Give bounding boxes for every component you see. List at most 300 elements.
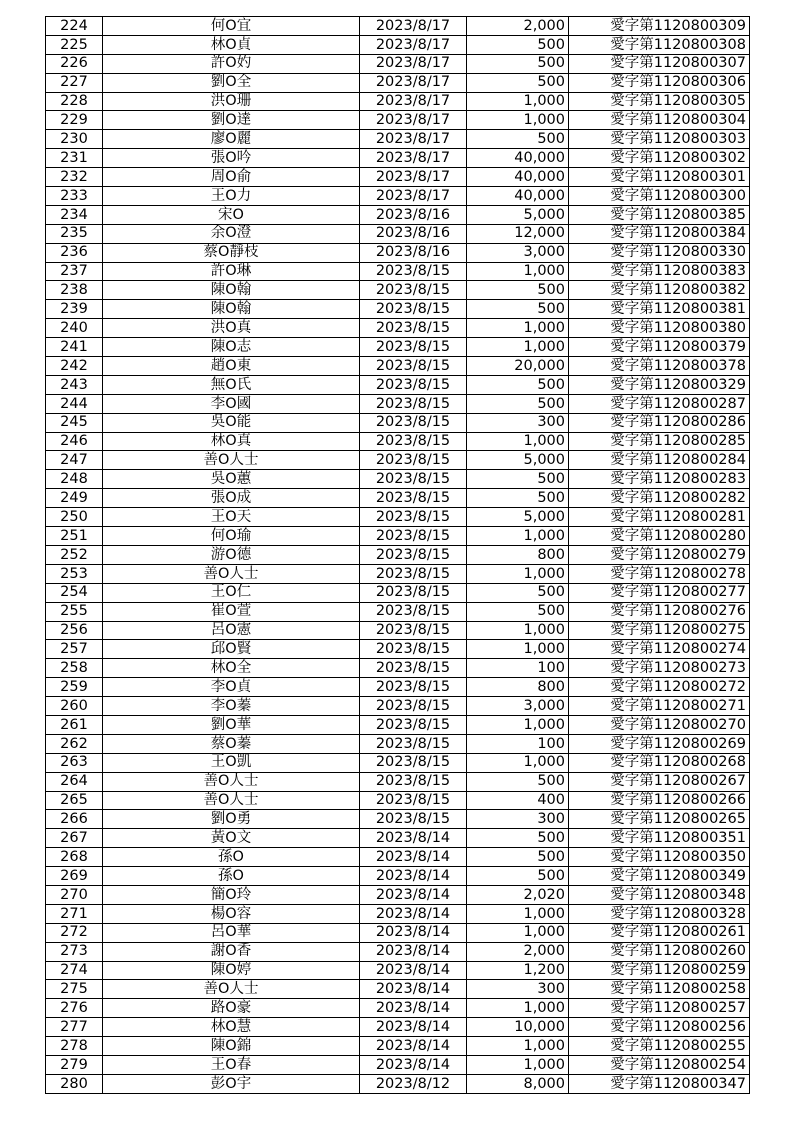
row-number: 264 xyxy=(46,772,103,791)
receipt-number: 愛字第1120800380 xyxy=(569,319,750,338)
table-row xyxy=(46,149,750,168)
donation-date: 2023/8/15 xyxy=(360,432,467,451)
donation-date: 2023/8/15 xyxy=(360,508,467,527)
receipt-number: 愛字第1120800348 xyxy=(569,885,750,904)
donation-amount: 1,000 xyxy=(467,338,569,357)
receipt-number: 愛字第1120800259 xyxy=(569,961,750,980)
table-row xyxy=(46,470,750,489)
donation-amount: 300 xyxy=(467,980,569,999)
donation-amount: 8,000 xyxy=(467,1074,569,1093)
table-row xyxy=(46,848,750,867)
donor-name: 余O澄 xyxy=(103,224,360,243)
donation-date: 2023/8/17 xyxy=(360,54,467,73)
donor-name: 王O春 xyxy=(103,1055,360,1074)
row-number: 263 xyxy=(46,753,103,772)
row-number: 255 xyxy=(46,602,103,621)
donor-name: 楊O容 xyxy=(103,904,360,923)
table-row xyxy=(46,357,750,376)
donor-name: 何O瑜 xyxy=(103,527,360,546)
donation-date: 2023/8/17 xyxy=(360,149,467,168)
receipt-number: 愛字第1120800284 xyxy=(569,451,750,470)
donation-date: 2023/8/14 xyxy=(360,904,467,923)
receipt-number: 愛字第1120800301 xyxy=(569,168,750,187)
donation-date: 2023/8/14 xyxy=(360,999,467,1018)
table-row xyxy=(46,829,750,848)
row-number: 276 xyxy=(46,999,103,1018)
receipt-number: 愛字第1120800279 xyxy=(569,545,750,564)
table-row xyxy=(46,621,750,640)
row-number: 226 xyxy=(46,54,103,73)
receipt-number: 愛字第1120800329 xyxy=(569,375,750,394)
row-number: 256 xyxy=(46,621,103,640)
donation-date: 2023/8/15 xyxy=(360,545,467,564)
donation-date: 2023/8/15 xyxy=(360,583,467,602)
row-number: 238 xyxy=(46,281,103,300)
donation-amount: 1,000 xyxy=(467,92,569,111)
row-number: 246 xyxy=(46,432,103,451)
donation-date: 2023/8/15 xyxy=(360,470,467,489)
donor-name: 洪O真 xyxy=(103,319,360,338)
receipt-number: 愛字第1120800330 xyxy=(569,243,750,262)
donation-amount: 1,000 xyxy=(467,111,569,130)
row-number: 235 xyxy=(46,224,103,243)
row-number: 265 xyxy=(46,791,103,810)
table-row xyxy=(46,867,750,886)
receipt-number: 愛字第1120800350 xyxy=(569,848,750,867)
row-number: 224 xyxy=(46,17,103,36)
donor-name: 簡O玲 xyxy=(103,885,360,904)
receipt-number: 愛字第1120800347 xyxy=(569,1074,750,1093)
donation-amount: 500 xyxy=(467,394,569,413)
donor-name: 彭O宇 xyxy=(103,1074,360,1093)
row-number: 232 xyxy=(46,168,103,187)
table-row xyxy=(46,1074,750,1093)
donation-amount: 500 xyxy=(467,54,569,73)
donation-date: 2023/8/15 xyxy=(360,394,467,413)
receipt-number: 愛字第1120800255 xyxy=(569,1037,750,1056)
donation-amount: 20,000 xyxy=(467,357,569,376)
donation-amount: 1,000 xyxy=(467,564,569,583)
receipt-number: 愛字第1120800382 xyxy=(569,281,750,300)
donation-table xyxy=(45,16,750,1094)
donation-date: 2023/8/14 xyxy=(360,1037,467,1056)
row-number: 266 xyxy=(46,810,103,829)
row-number: 231 xyxy=(46,149,103,168)
table-row xyxy=(46,319,750,338)
table-row xyxy=(46,999,750,1018)
receipt-number: 愛字第1120800265 xyxy=(569,810,750,829)
table-row xyxy=(46,168,750,187)
table-row xyxy=(46,92,750,111)
donation-amount: 40,000 xyxy=(467,187,569,206)
table-row xyxy=(46,564,750,583)
donor-name: 宋O xyxy=(103,205,360,224)
donor-name: 崔O萱 xyxy=(103,602,360,621)
row-number: 233 xyxy=(46,187,103,206)
donation-amount: 3,000 xyxy=(467,243,569,262)
donation-amount: 1,000 xyxy=(467,999,569,1018)
table-row xyxy=(46,810,750,829)
receipt-number: 愛字第1120800260 xyxy=(569,942,750,961)
donor-name: 陳O錦 xyxy=(103,1037,360,1056)
table-row xyxy=(46,35,750,54)
donor-name: 周O俞 xyxy=(103,168,360,187)
row-number: 254 xyxy=(46,583,103,602)
receipt-number: 愛字第1120800286 xyxy=(569,413,750,432)
row-number: 258 xyxy=(46,659,103,678)
row-number: 239 xyxy=(46,300,103,319)
row-number: 275 xyxy=(46,980,103,999)
donation-date: 2023/8/15 xyxy=(360,489,467,508)
donation-amount: 500 xyxy=(467,772,569,791)
donation-amount: 1,000 xyxy=(467,753,569,772)
receipt-number: 愛字第1120800385 xyxy=(569,205,750,224)
row-number: 251 xyxy=(46,527,103,546)
row-number: 273 xyxy=(46,942,103,961)
donation-date: 2023/8/15 xyxy=(360,451,467,470)
donor-name: 陳O翰 xyxy=(103,300,360,319)
donation-amount: 500 xyxy=(467,602,569,621)
donation-table-body xyxy=(46,17,750,1094)
table-row xyxy=(46,130,750,149)
donation-date: 2023/8/16 xyxy=(360,224,467,243)
donor-name: 邱O賢 xyxy=(103,640,360,659)
donation-date: 2023/8/15 xyxy=(360,564,467,583)
donor-name: 陳O翰 xyxy=(103,281,360,300)
donation-date: 2023/8/15 xyxy=(360,772,467,791)
table-row xyxy=(46,375,750,394)
donation-amount: 1,000 xyxy=(467,319,569,338)
donor-name: 孫O xyxy=(103,848,360,867)
donation-amount: 500 xyxy=(467,300,569,319)
donation-amount: 500 xyxy=(467,130,569,149)
receipt-number: 愛字第1120800300 xyxy=(569,187,750,206)
donation-amount: 800 xyxy=(467,678,569,697)
row-number: 243 xyxy=(46,375,103,394)
receipt-number: 愛字第1120800275 xyxy=(569,621,750,640)
table-row xyxy=(46,697,750,716)
row-number: 278 xyxy=(46,1037,103,1056)
row-number: 271 xyxy=(46,904,103,923)
donor-name: 何O宜 xyxy=(103,17,360,36)
table-row xyxy=(46,791,750,810)
row-number: 236 xyxy=(46,243,103,262)
donor-name: 劉O勇 xyxy=(103,810,360,829)
row-number: 268 xyxy=(46,848,103,867)
row-number: 248 xyxy=(46,470,103,489)
donor-name: 洪O珊 xyxy=(103,92,360,111)
donor-name: 張O吟 xyxy=(103,149,360,168)
row-number: 247 xyxy=(46,451,103,470)
donation-date: 2023/8/15 xyxy=(360,338,467,357)
donation-amount: 1,000 xyxy=(467,621,569,640)
donation-amount: 5,000 xyxy=(467,451,569,470)
row-number: 225 xyxy=(46,35,103,54)
donor-name: 林O真 xyxy=(103,432,360,451)
receipt-number: 愛字第1120800283 xyxy=(569,470,750,489)
donation-amount: 1,000 xyxy=(467,1037,569,1056)
donation-date: 2023/8/17 xyxy=(360,187,467,206)
table-row xyxy=(46,281,750,300)
receipt-number: 愛字第1120800266 xyxy=(569,791,750,810)
donor-name: 陳O婷 xyxy=(103,961,360,980)
donation-amount: 40,000 xyxy=(467,149,569,168)
donor-name: 無O氏 xyxy=(103,375,360,394)
donation-amount: 1,000 xyxy=(467,923,569,942)
receipt-number: 愛字第1120800378 xyxy=(569,357,750,376)
donation-date: 2023/8/14 xyxy=(360,942,467,961)
donation-amount: 400 xyxy=(467,791,569,810)
receipt-number: 愛字第1120800256 xyxy=(569,1018,750,1037)
receipt-number: 愛字第1120800281 xyxy=(569,508,750,527)
donor-name: 李O國 xyxy=(103,394,360,413)
table-row xyxy=(46,432,750,451)
receipt-number: 愛字第1120800267 xyxy=(569,772,750,791)
donor-name: 劉O全 xyxy=(103,73,360,92)
row-number: 237 xyxy=(46,262,103,281)
donation-date: 2023/8/17 xyxy=(360,17,467,36)
table-row xyxy=(46,243,750,262)
table-row xyxy=(46,17,750,36)
donor-name: 善O人士 xyxy=(103,564,360,583)
table-row xyxy=(46,300,750,319)
donation-amount: 2,000 xyxy=(467,942,569,961)
donation-date: 2023/8/15 xyxy=(360,753,467,772)
donation-date: 2023/8/14 xyxy=(360,1055,467,1074)
row-number: 272 xyxy=(46,923,103,942)
table-row xyxy=(46,753,750,772)
row-number: 257 xyxy=(46,640,103,659)
receipt-number: 愛字第1120800309 xyxy=(569,17,750,36)
donation-amount: 500 xyxy=(467,829,569,848)
row-number: 242 xyxy=(46,357,103,376)
table-row xyxy=(46,961,750,980)
donor-name: 吳O蕙 xyxy=(103,470,360,489)
donor-name: 王O凱 xyxy=(103,753,360,772)
donor-name: 游O德 xyxy=(103,545,360,564)
table-row xyxy=(46,187,750,206)
donation-amount: 1,200 xyxy=(467,961,569,980)
receipt-number: 愛字第1120800282 xyxy=(569,489,750,508)
donor-name: 孫O xyxy=(103,867,360,886)
donation-date: 2023/8/15 xyxy=(360,640,467,659)
donation-date: 2023/8/15 xyxy=(360,734,467,753)
donor-name: 王O仁 xyxy=(103,583,360,602)
donation-amount: 12,000 xyxy=(467,224,569,243)
table-row xyxy=(46,489,750,508)
receipt-number: 愛字第1120800384 xyxy=(569,224,750,243)
receipt-number: 愛字第1120800307 xyxy=(569,54,750,73)
receipt-number: 愛字第1120800303 xyxy=(569,130,750,149)
row-number: 241 xyxy=(46,338,103,357)
donor-name: 林O全 xyxy=(103,659,360,678)
donor-name: 廖O麗 xyxy=(103,130,360,149)
table-row xyxy=(46,923,750,942)
table-row xyxy=(46,1055,750,1074)
donation-amount: 10,000 xyxy=(467,1018,569,1037)
donor-name: 路O豪 xyxy=(103,999,360,1018)
donation-date: 2023/8/15 xyxy=(360,527,467,546)
table-row xyxy=(46,1037,750,1056)
table-row xyxy=(46,224,750,243)
table-row xyxy=(46,413,750,432)
row-number: 280 xyxy=(46,1074,103,1093)
table-row xyxy=(46,205,750,224)
receipt-number: 愛字第1120800302 xyxy=(569,149,750,168)
donation-amount: 300 xyxy=(467,413,569,432)
donation-amount: 100 xyxy=(467,734,569,753)
donor-name: 蔡O靜枝 xyxy=(103,243,360,262)
table-row xyxy=(46,640,750,659)
row-number: 244 xyxy=(46,394,103,413)
table-row xyxy=(46,715,750,734)
donation-amount: 5,000 xyxy=(467,508,569,527)
donation-amount: 1,000 xyxy=(467,527,569,546)
donation-date: 2023/8/17 xyxy=(360,111,467,130)
receipt-number: 愛字第1120800268 xyxy=(569,753,750,772)
donation-date: 2023/8/17 xyxy=(360,73,467,92)
row-number: 269 xyxy=(46,867,103,886)
table-row xyxy=(46,942,750,961)
donation-amount: 500 xyxy=(467,73,569,92)
receipt-number: 愛字第1120800273 xyxy=(569,659,750,678)
donation-amount: 300 xyxy=(467,810,569,829)
donation-amount: 2,020 xyxy=(467,885,569,904)
donation-date: 2023/8/14 xyxy=(360,867,467,886)
donor-name: 陳O志 xyxy=(103,338,360,357)
receipt-number: 愛字第1120800285 xyxy=(569,432,750,451)
table-row xyxy=(46,904,750,923)
donation-date: 2023/8/15 xyxy=(360,715,467,734)
donor-name: 趙O東 xyxy=(103,357,360,376)
table-row xyxy=(46,583,750,602)
table-row xyxy=(46,659,750,678)
receipt-number: 愛字第1120800306 xyxy=(569,73,750,92)
donation-date: 2023/8/17 xyxy=(360,130,467,149)
donor-name: 李O貞 xyxy=(103,678,360,697)
receipt-number: 愛字第1120800272 xyxy=(569,678,750,697)
table-row xyxy=(46,394,750,413)
donation-date: 2023/8/17 xyxy=(360,35,467,54)
row-number: 245 xyxy=(46,413,103,432)
donation-date: 2023/8/14 xyxy=(360,1018,467,1037)
donation-date: 2023/8/16 xyxy=(360,243,467,262)
receipt-number: 愛字第1120800308 xyxy=(569,35,750,54)
table-row xyxy=(46,734,750,753)
donation-date: 2023/8/15 xyxy=(360,602,467,621)
row-number: 234 xyxy=(46,205,103,224)
donation-amount: 40,000 xyxy=(467,168,569,187)
row-number: 270 xyxy=(46,885,103,904)
table-row xyxy=(46,545,750,564)
donor-name: 李O蓁 xyxy=(103,697,360,716)
donation-amount: 1,000 xyxy=(467,715,569,734)
table-row xyxy=(46,338,750,357)
row-number: 259 xyxy=(46,678,103,697)
row-number: 230 xyxy=(46,130,103,149)
donation-date: 2023/8/15 xyxy=(360,281,467,300)
table-row xyxy=(46,262,750,281)
donor-name: 善O人士 xyxy=(103,772,360,791)
donation-date: 2023/8/15 xyxy=(360,413,467,432)
donor-name: 呂O華 xyxy=(103,923,360,942)
donation-date: 2023/8/15 xyxy=(360,678,467,697)
receipt-number: 愛字第1120800271 xyxy=(569,697,750,716)
donation-date: 2023/8/17 xyxy=(360,168,467,187)
donor-name: 許O妁 xyxy=(103,54,360,73)
donation-date: 2023/8/15 xyxy=(360,659,467,678)
donation-date: 2023/8/15 xyxy=(360,791,467,810)
table-row xyxy=(46,772,750,791)
donor-name: 王O天 xyxy=(103,508,360,527)
donation-amount: 5,000 xyxy=(467,205,569,224)
donation-date: 2023/8/15 xyxy=(360,357,467,376)
donation-date: 2023/8/14 xyxy=(360,923,467,942)
donation-amount: 500 xyxy=(467,583,569,602)
donation-date: 2023/8/15 xyxy=(360,375,467,394)
donation-date: 2023/8/15 xyxy=(360,262,467,281)
row-number: 279 xyxy=(46,1055,103,1074)
donation-amount: 3,000 xyxy=(467,697,569,716)
donation-date: 2023/8/14 xyxy=(360,980,467,999)
donation-amount: 500 xyxy=(467,375,569,394)
donation-date: 2023/8/15 xyxy=(360,319,467,338)
donation-date: 2023/8/15 xyxy=(360,810,467,829)
donation-amount: 1,000 xyxy=(467,640,569,659)
donor-name: 謝O香 xyxy=(103,942,360,961)
receipt-number: 愛字第1120800261 xyxy=(569,923,750,942)
table-row xyxy=(46,508,750,527)
table-row xyxy=(46,980,750,999)
donor-name: 蔡O蓁 xyxy=(103,734,360,753)
receipt-number: 愛字第1120800381 xyxy=(569,300,750,319)
row-number: 249 xyxy=(46,489,103,508)
donation-date: 2023/8/17 xyxy=(360,92,467,111)
donor-name: 黃O文 xyxy=(103,829,360,848)
receipt-number: 愛字第1120800328 xyxy=(569,904,750,923)
table-row xyxy=(46,885,750,904)
row-number: 274 xyxy=(46,961,103,980)
receipt-number: 愛字第1120800270 xyxy=(569,715,750,734)
receipt-number: 愛字第1120800305 xyxy=(569,92,750,111)
table-row xyxy=(46,1018,750,1037)
receipt-number: 愛字第1120800277 xyxy=(569,583,750,602)
receipt-number: 愛字第1120800287 xyxy=(569,394,750,413)
donation-amount: 1,000 xyxy=(467,262,569,281)
row-number: 261 xyxy=(46,715,103,734)
table-row xyxy=(46,602,750,621)
receipt-number: 愛字第1120800280 xyxy=(569,527,750,546)
donation-amount: 500 xyxy=(467,35,569,54)
donor-name: 呂O憲 xyxy=(103,621,360,640)
row-number: 228 xyxy=(46,92,103,111)
donation-amount: 1,000 xyxy=(467,432,569,451)
receipt-number: 愛字第1120800276 xyxy=(569,602,750,621)
donor-name: 林O慧 xyxy=(103,1018,360,1037)
donation-date: 2023/8/15 xyxy=(360,697,467,716)
row-number: 240 xyxy=(46,319,103,338)
row-number: 250 xyxy=(46,508,103,527)
row-number: 227 xyxy=(46,73,103,92)
donation-date: 2023/8/15 xyxy=(360,300,467,319)
donor-name: 劉O達 xyxy=(103,111,360,130)
donation-amount: 2,000 xyxy=(467,17,569,36)
donation-date: 2023/8/15 xyxy=(360,621,467,640)
donation-amount: 1,000 xyxy=(467,904,569,923)
donation-amount: 500 xyxy=(467,470,569,489)
receipt-number: 愛字第1120800258 xyxy=(569,980,750,999)
donor-name: 善O人士 xyxy=(103,451,360,470)
